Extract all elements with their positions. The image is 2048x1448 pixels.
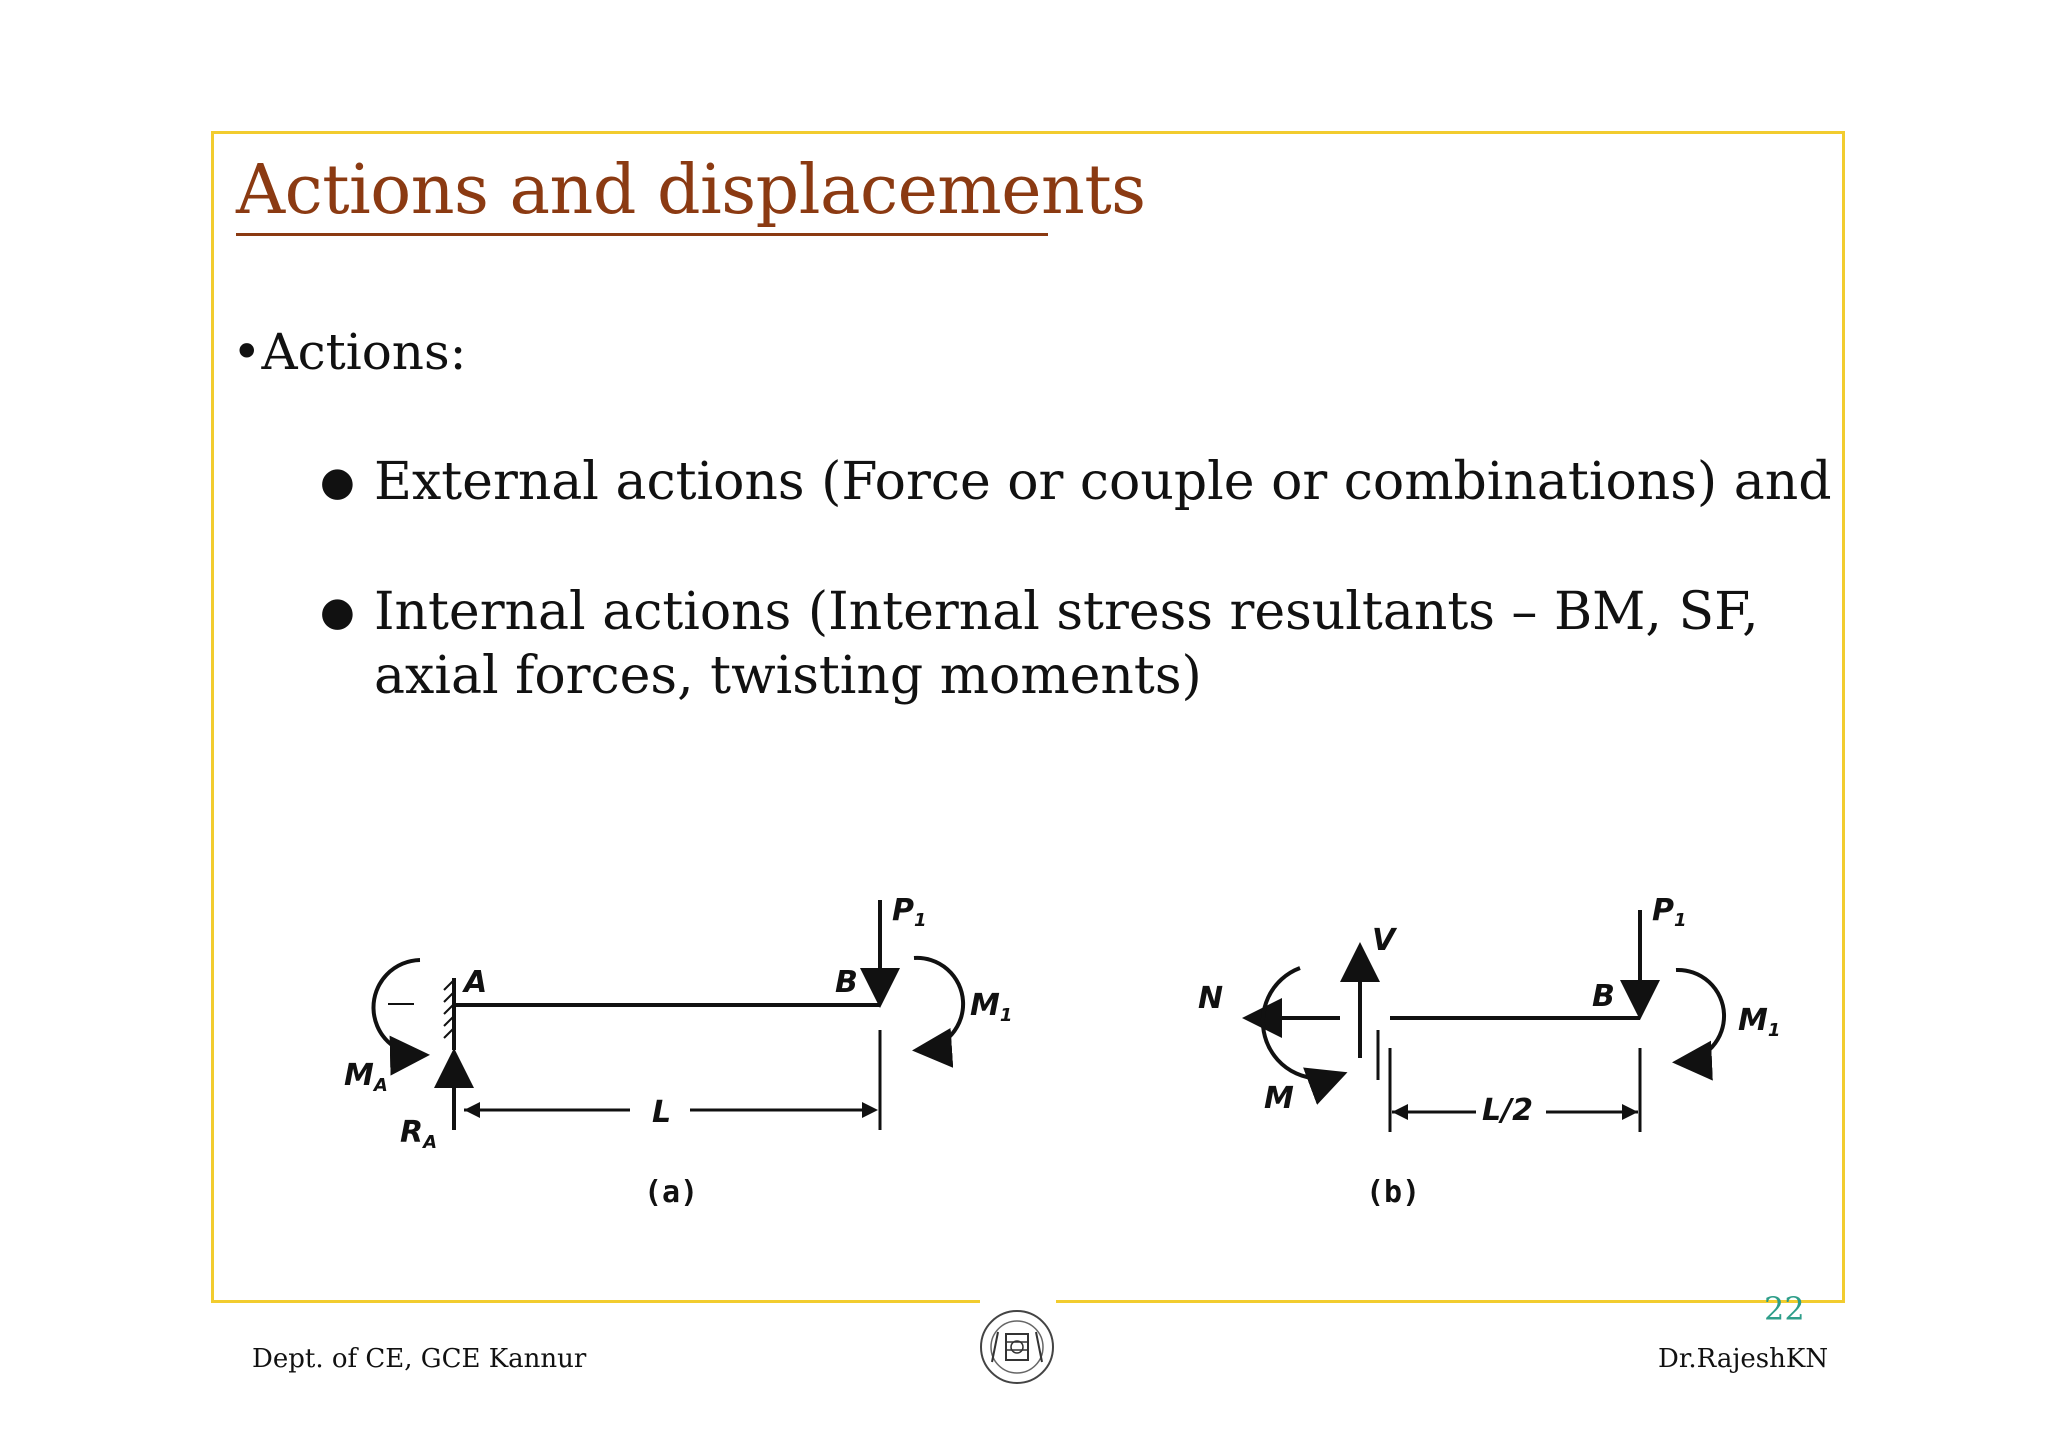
figure-a-cantilever: [330, 880, 1013, 1220]
figure-b-drawing: [1180, 880, 1830, 1220]
length-l-label: L: [652, 1095, 672, 1130]
shear-v-label: V: [1372, 923, 1396, 958]
sub-bullet-text: External actions (Force or couple or combinations) and: [374, 452, 1832, 512]
moment-m1-arrow: [1676, 970, 1724, 1062]
figure-a-drawing: [330, 880, 1013, 1220]
moment-a-label: $M_A$: [344, 1058, 388, 1096]
point-a-label: A: [464, 965, 488, 1000]
axial-n-label: N: [1198, 981, 1224, 1016]
moment-m-label: M: [1264, 1081, 1294, 1116]
page-number: 22: [1764, 1290, 1805, 1328]
college-seal-logo: [976, 1306, 1058, 1388]
figure-a-caption: (a): [644, 1175, 699, 1210]
figure-b-caption: (b): [1366, 1175, 1421, 1210]
main-bullet: •Actions:: [232, 323, 467, 381]
footer-author: Dr.RajeshKN: [1658, 1344, 1829, 1374]
point-b-label: B: [835, 965, 858, 1000]
load-p1-label: $P_1$: [892, 893, 927, 931]
moment-m-arrow: [1263, 968, 1340, 1079]
moment-a-arrow: [373, 960, 422, 1055]
main-bullet-text: Actions:: [261, 323, 467, 381]
load-p1-label: $P_1$: [1652, 893, 1687, 931]
bullet-dot: ●: [320, 589, 355, 635]
footer-department: Dept. of CE, GCE Kannur: [252, 1344, 587, 1374]
moment-m1-label: $M_1$: [1738, 1003, 1781, 1041]
length-half-label: L/2: [1482, 1093, 1533, 1128]
moment-m1-label: $M_1$: [970, 988, 1013, 1026]
reaction-a-label: $R_A$: [400, 1115, 438, 1153]
sub-bullet-text: Internal actions (Internal stress resultants – BM, SF, axial forces, twisting moments): [374, 582, 1759, 706]
bullet-dot: ●: [320, 459, 355, 505]
slide-title: Actions and displacements: [236, 151, 1146, 230]
point-b-label: B: [1592, 979, 1615, 1014]
figure-b-free-body: [1180, 880, 1830, 1220]
title-underline: [236, 233, 1048, 236]
